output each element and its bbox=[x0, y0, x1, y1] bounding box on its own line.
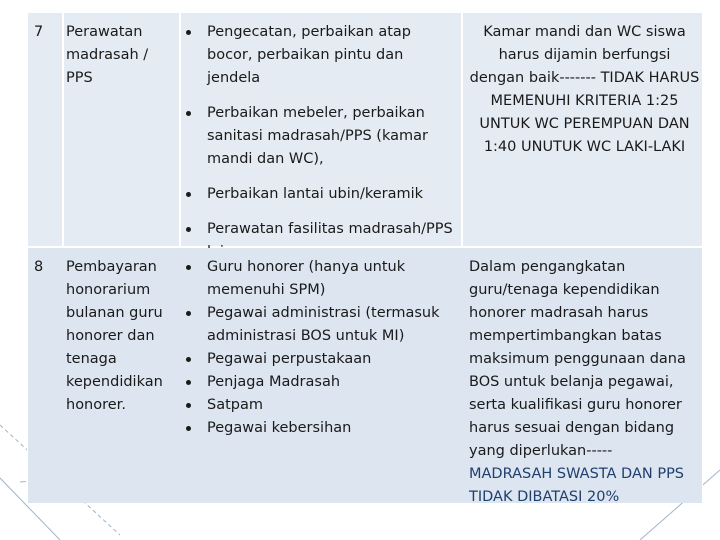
row-number: 7 bbox=[34, 24, 44, 40]
activity-item: Pegawai kebersihan bbox=[181, 417, 455, 440]
activities-cell bbox=[181, 248, 461, 440]
activity-item: Perawatan fasilitas madrasah/PPS bbox=[181, 218, 455, 264]
note-emphasis: MADRASAH SWASTA DAN PPS TIDAK DIBATASI 20% bbox=[469, 466, 685, 505]
activity-item: Satpam bbox=[181, 394, 455, 417]
item-name: Pembayaran honorarium bulanan guru honorer dan tenaga kependidikan honorer. bbox=[66, 259, 163, 413]
table-row-7 bbox=[28, 13, 702, 246]
note-text: Kamar mandi dan WC siswa harus dijamin berfungsi dengan baik------- TIDAK HARUS MEMENUHI KRITERIA 1:25 UNTUK WC PEREMPUAN DAN 1:40 UNUTUK WC LAKI-LAKI bbox=[469, 24, 700, 155]
row-number: 8 bbox=[34, 259, 44, 275]
activity-item: Pegawai perpustakaan bbox=[181, 348, 455, 371]
note-text: Dalam pengangkatan guru/tenaga kependidikan honorer madrasah harus mempertimbangkan batas maksimum penggunaan dana BOS untuk belanja pegawai, serta kualifikasi guru honorer harus sesuai dengan bidang yang diperlukan----- bbox=[469, 259, 686, 459]
table-row-8 bbox=[28, 248, 702, 503]
activities-cell bbox=[181, 13, 461, 276]
activity-item: Guru honorer (hanya untuk memenuhi SPM) bbox=[181, 256, 455, 302]
activity-item: Penjaga Madrasah bbox=[181, 371, 455, 394]
activity-item: Pegawai administrasi (termasuk administrasi BOS untuk MI) bbox=[181, 302, 455, 348]
item-name: Perawatan madrasah / PPS bbox=[66, 24, 149, 86]
activity-item: Perbaikan mebeler, perbaikan sanitasi madrasah/PPS (kamar mandi dan WC), bbox=[181, 102, 455, 171]
budget-table bbox=[27, 12, 703, 505]
note-cell bbox=[463, 13, 704, 159]
note-cell bbox=[463, 248, 704, 509]
activity-item: Pengecatan, perbaikan atap bocor, perbaikan pintu dan jendela bbox=[181, 21, 455, 90]
activity-item: Perbaikan lantai ubin/keramik bbox=[181, 183, 455, 206]
